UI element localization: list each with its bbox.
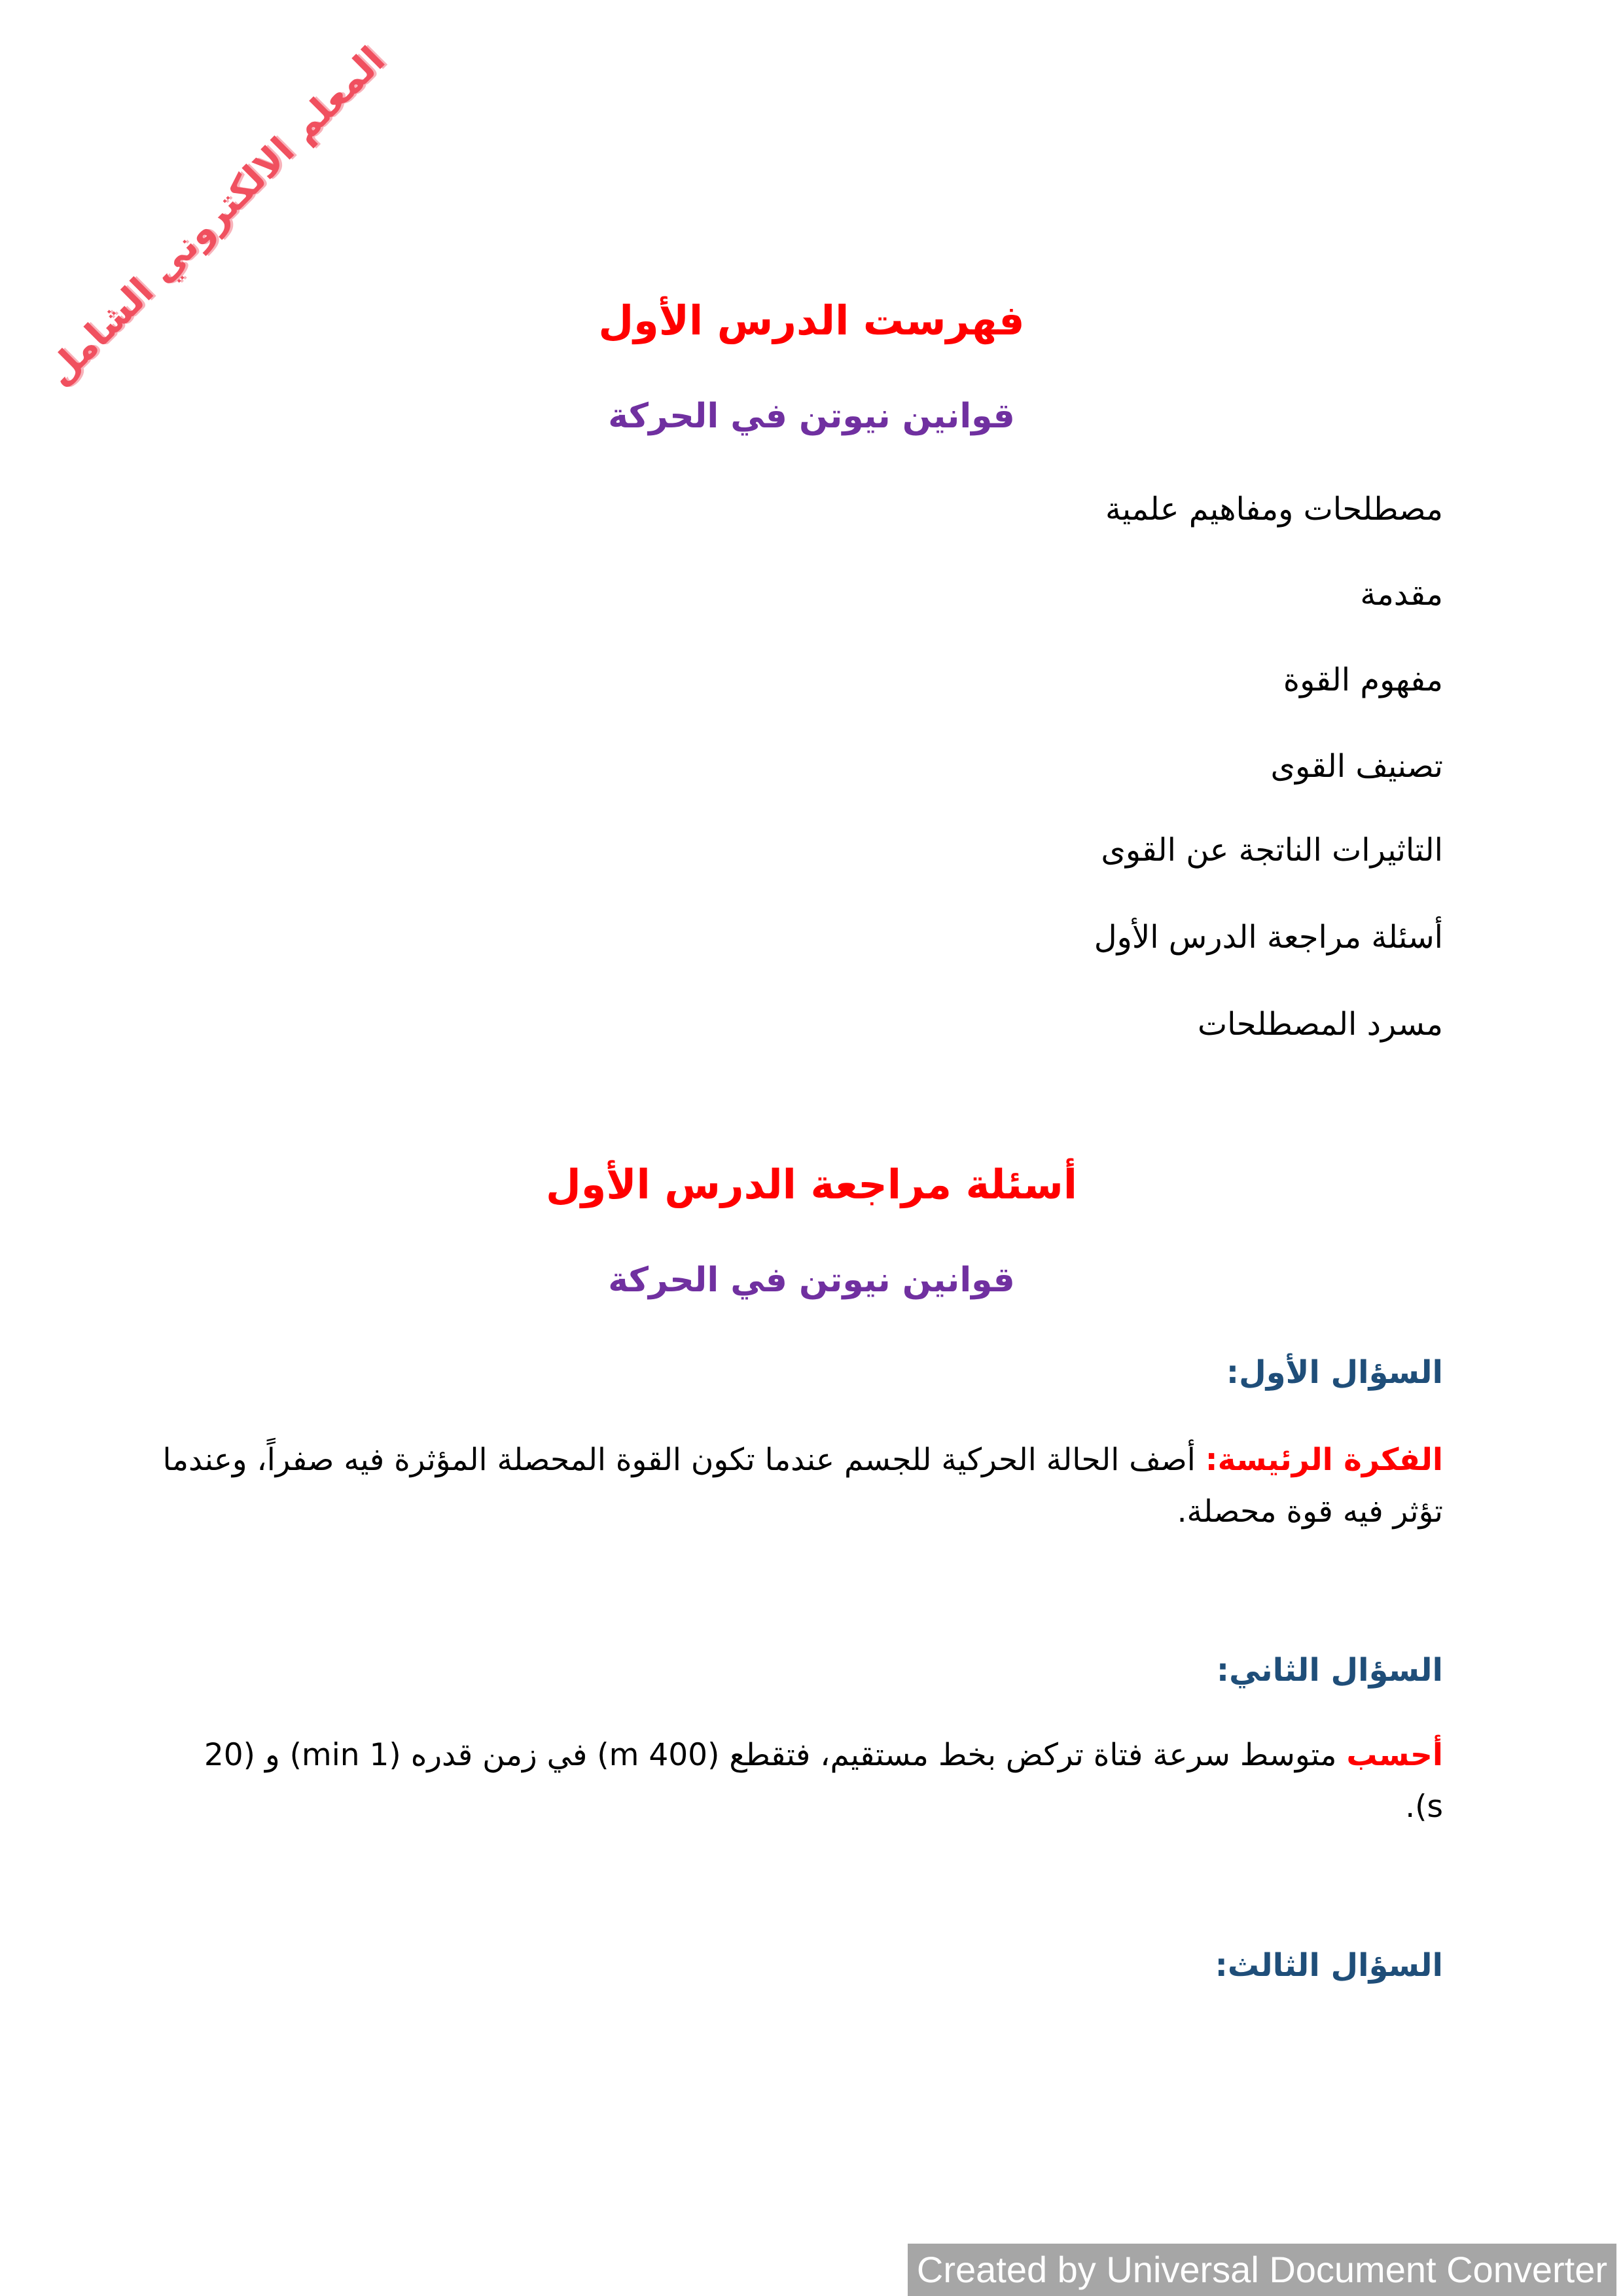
review-title: أسئلة مراجعة الدرس الأول — [545, 1160, 1078, 1208]
index-title: فهرست الدرس الأول — [598, 296, 1025, 344]
watermark: المعلم الالكتروني الشامل — [38, 39, 394, 395]
converter-footer-badge: Created by Universal Document Converter — [908, 2244, 1616, 2296]
question-1-lead: الفكرة الرئيسة: — [1205, 1442, 1443, 1478]
index-item: مصطلحات ومفاهيم علمية — [1105, 491, 1443, 528]
index-item: التاثيرات الناتجة عن القوى — [1101, 832, 1443, 869]
index-item: مسرد المصطلحات — [1197, 1006, 1443, 1043]
index-item: مفهوم القوة — [1283, 662, 1443, 698]
question-2-body — [157, 1729, 1443, 1833]
index-item: أسئلة مراجعة الدرس الأول — [1094, 919, 1443, 956]
question-2-text: متوسط سرعة فتاة تركض بخط مستقيم، فتقطع (400 m) في زمن قدره (1 min) و (20 s). — [204, 1737, 1443, 1825]
question-1-label: السؤال الأول: — [1226, 1354, 1443, 1391]
question-3-label: السؤال الثالث: — [1215, 1947, 1443, 1984]
review-subtitle: قوانين نيوتن في الحركة — [608, 1261, 1015, 1300]
index-item: مقدمة — [1360, 576, 1443, 613]
index-subtitle: قوانين نيوتن في الحركة — [608, 397, 1015, 436]
question-1-text: أصف الحالة الحركية للجسم عندما تكون القوة المحصلة المؤثرة فيه صفراً، وعندما تؤثر فيه قوة محصلة. — [162, 1442, 1443, 1530]
question-2-label: السؤال الثاني: — [1216, 1652, 1443, 1689]
question-1-body — [157, 1434, 1443, 1537]
index-item: تصنيف القوى — [1270, 748, 1443, 785]
question-2-lead: أحسب — [1346, 1737, 1443, 1773]
